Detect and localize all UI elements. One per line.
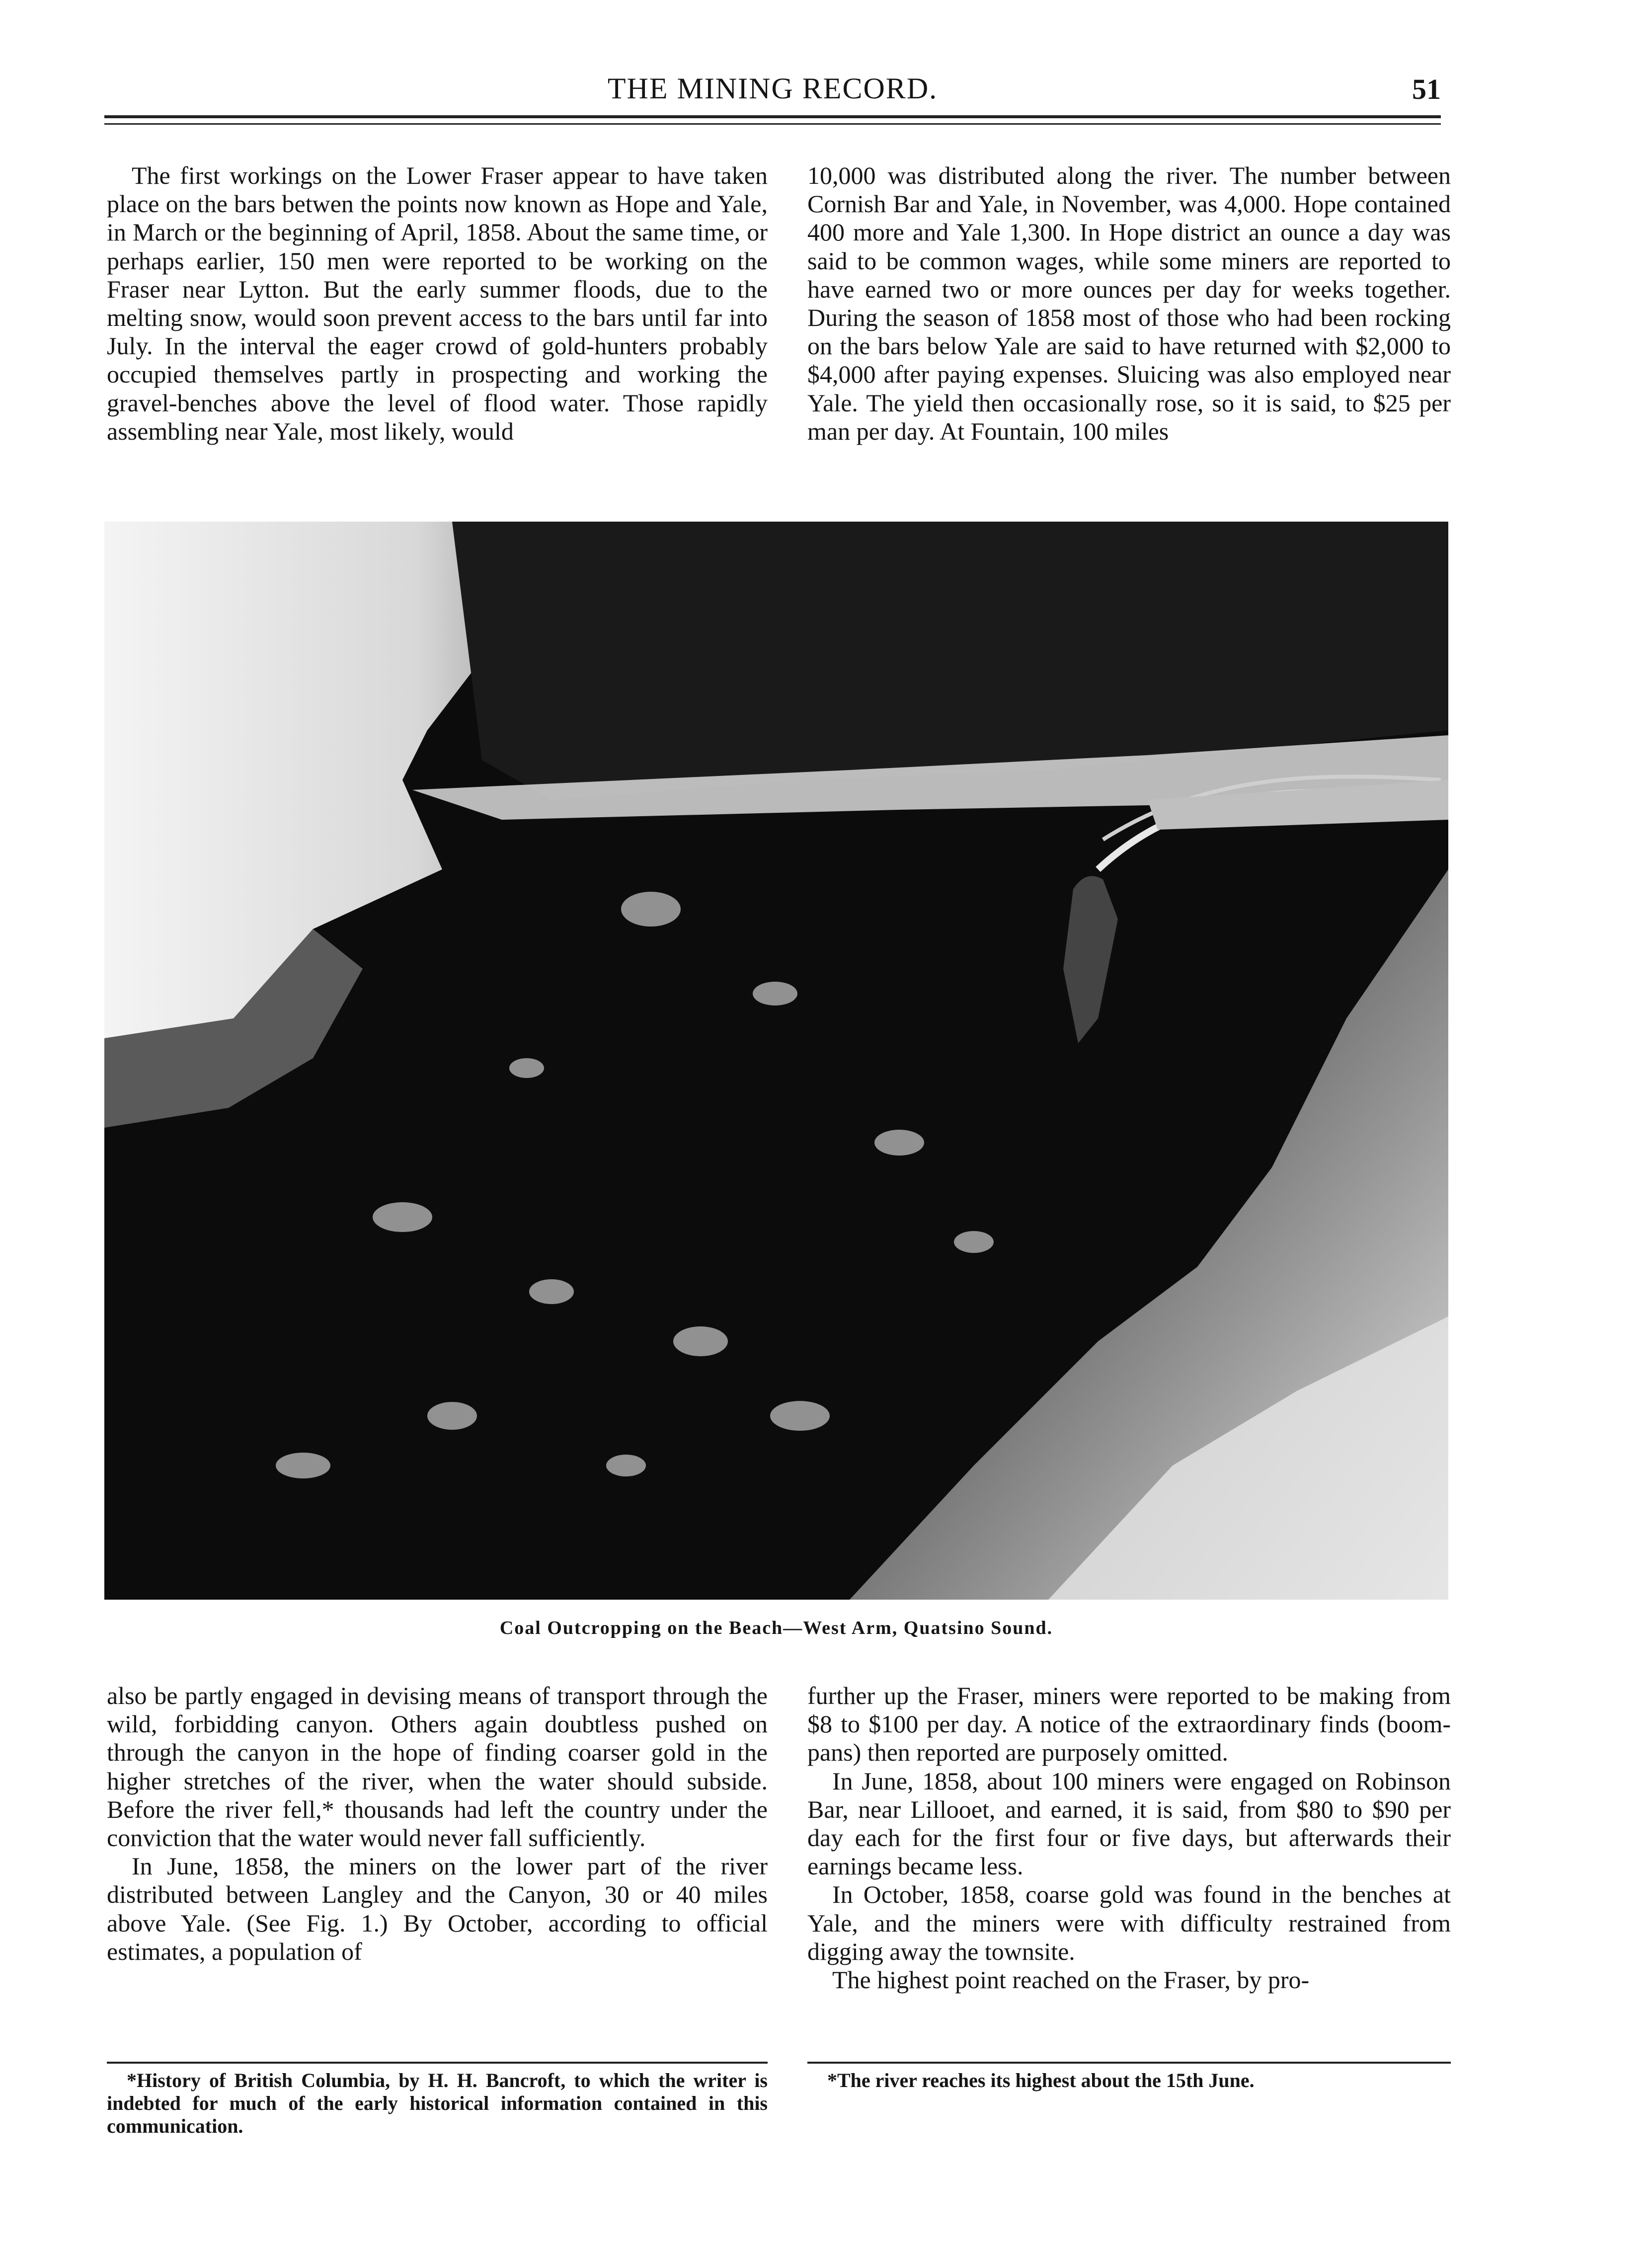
photo-caption: Coal Outcropping on the Beach—West Arm, Quatsino Sound.	[499, 1618, 1053, 1638]
page-header	[104, 70, 1441, 109]
photograph-coal-outcropping	[104, 522, 1448, 1600]
page-number: 51	[1412, 73, 1441, 105]
column-left-bottom	[107, 1682, 768, 1966]
column-right-bottom	[807, 1682, 1451, 1994]
footnote-right: *The river reaches its highest about the 15th June.	[827, 2069, 1255, 2091]
paragraph: further up the Fraser, miners were reported to be making from $8 to $100 per day. A notice of the extraordinary finds (boom-pans) then reported are purposely omitted.	[807, 1682, 1451, 1767]
running-title: THE MINING RECORD.	[607, 72, 938, 105]
paragraph: In October, 1858, coarse gold was found in the benches at Yale, and the miners were with difficulty restrained from digging away the townsite.	[807, 1880, 1451, 1965]
paragraph: 10,000 was distributed along the river. The number between Cornish Bar and Yale, in November, was 4,000. Hope contained 400 more and Yale 1,300. In Hope district an ounce a day was said to be common wages, while some miners are reported to have earned two or more ounces per day for weeks together. During the season of 1858 most of those who had been rocking on the bars below Yale are said to have returned with $2,000 to $4,000 after paying expenses. Sluicing was also employed near Yale. The yield then occasionally rose, so it is said, to $25 per man per day. At Fountain, 100 miles	[807, 161, 1451, 445]
paragraph: In June, 1858, about 100 miners were engaged on Robinson Bar, near Lillooet, and earned, it is said, from $80 to $90 per day each for the first four or five days, but afterwards their earnings became less.	[807, 1767, 1451, 1880]
footnote-rule-right	[807, 2062, 1451, 2064]
column-left-top	[107, 161, 768, 446]
header-rule-thick	[104, 115, 1441, 118]
paragraph: The highest point reached on the Fraser, by pro-	[832, 1966, 1310, 1994]
paragraph: The first workings on the Lower Fraser appear to have taken place on the bars betwen the points now known as Hope and Yale, in March or the beginning of April, 1858. About the same time, or perhaps earlier, 150 men were reported to be working on the Fraser near Lytton. But the early summer floods, due to the melting snow, would soon prevent access to the bars until far into July. In the interval the eager crowd of gold-hunters probably occupied themselves partly in prospecting and working the gravel-benches above the level of flood water. Those rapidly assembling near Yale, most likely, would	[107, 161, 768, 445]
paragraph: In June, 1858, the miners on the lower part of the river distributed between Langley and the Canyon, 30 or 40 miles above Yale. (See Fig. 1.) By October, according to official estimates, a population of	[107, 1852, 768, 1965]
photograph-illustration	[104, 522, 1448, 1600]
footnote-left: *History of British Columbia, by H. H. Bancroft, to which the writer is indebted for much of the early historical information contained in this communication.	[107, 2069, 768, 2137]
paragraph: also be partly engaged in devising means of transport through the wild, forbidding canyon. Others again doubtless pushed on through the canyon in the hope of finding coarser gold in the higher stretches of the river, when the water should subside. Before the river fell,* thousands had left the country under the conviction that the water would never fall sufficiently.	[107, 1682, 768, 1852]
header-rule-thin	[104, 123, 1441, 125]
column-right-top	[807, 161, 1451, 446]
footnote-rule-left	[107, 2062, 768, 2064]
